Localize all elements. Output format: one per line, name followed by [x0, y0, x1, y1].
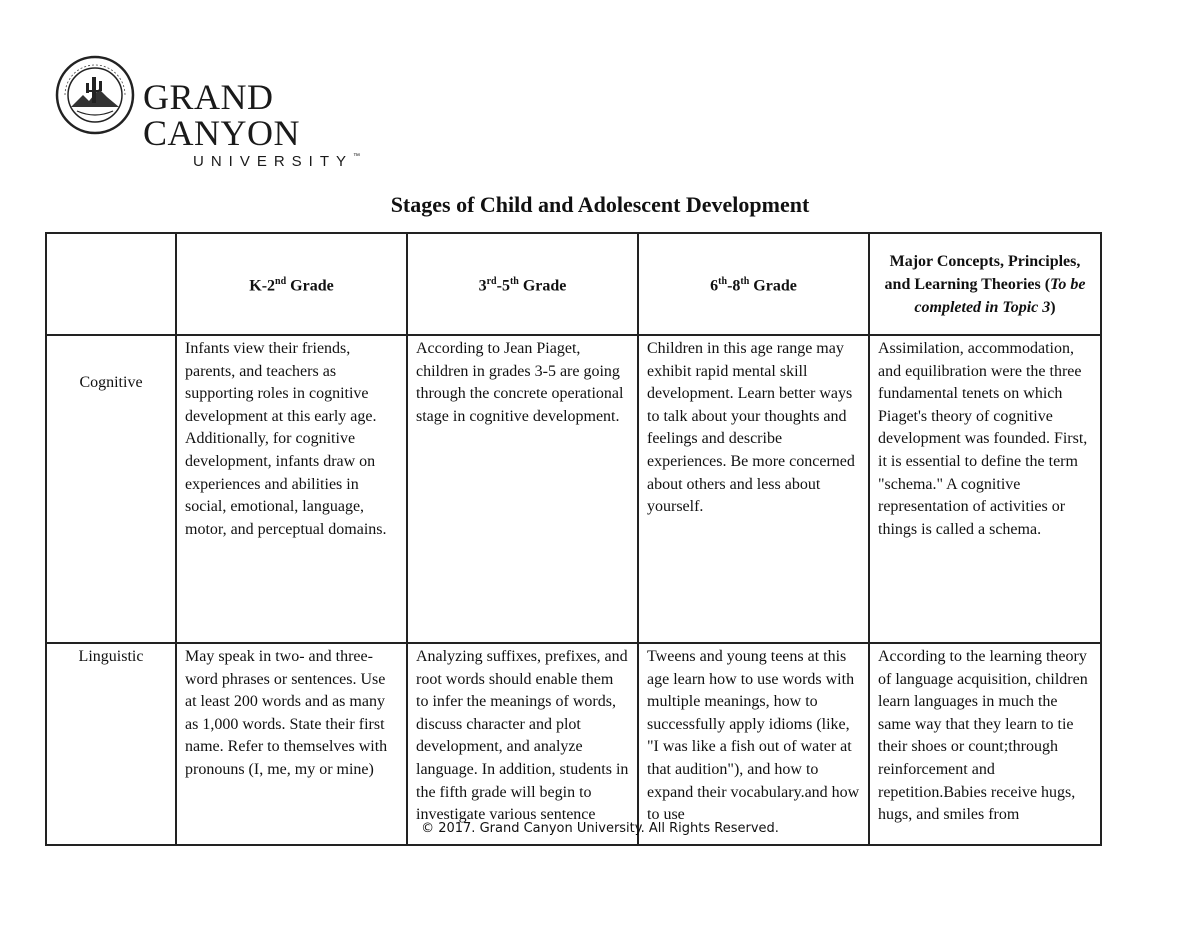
row-label-cognitive: Cognitive	[46, 335, 176, 643]
row-label-linguistic: Linguistic	[46, 643, 176, 845]
table-row-linguistic	[46, 643, 1101, 845]
table-cell: Analyzing suffixes, prefixes, and root words should enable them to infer the meanings of words, discuss character and plot development, and analyze language. In addition, students in the fifth grade will begin to investigate various sentence	[407, 643, 638, 845]
development-table	[45, 232, 1102, 846]
table-cell: Children in this age range may exhibit rapid mental skill development. Learn better ways to talk about your thoughts and feelings and describe experiences. Be more concerned about others and less about yourself.	[638, 335, 869, 643]
table-cell: Infants view their friends, parents, and teachers as supporting roles in cognitive development at this early age. Additionally, for cognitive development, infants draw on experiences and abilities in social, emotional, language, motor, and perceptual domains.	[176, 335, 407, 643]
header-major-concepts: Major Concepts, Principles, and Learning Theories (To be completed in Topic 3)	[869, 233, 1101, 335]
header-3-5: 3rd-5th Grade	[407, 233, 638, 335]
header-empty	[46, 233, 176, 335]
table-cell: Tweens and young teens at this age learn how to use words with multiple meanings, how to successfully apply idioms (like, "I was like a fish out of water at that audition"), and how to expand their vocabulary.and how to use	[638, 643, 869, 845]
university-seal-icon	[55, 55, 135, 135]
table-cell: May speak in two- and three-word phrases or sentences. Use at least 200 words and as many as 1,000 words. State their first name. Refer to themselves with pronouns (I, me, my or mine)	[176, 643, 407, 845]
table-cell: Assimilation, accommodation, and equilibration were the three fundamental tenets on which Piaget's theory of cognitive development was founded. First, it is essential to define the term "schema." A cognitive representation of activities or things is called a schema.	[869, 335, 1101, 643]
page-title: Stages of Child and Adolescent Development	[390, 192, 810, 217]
wordmark-sub: UNIVERSITY™	[193, 153, 361, 170]
header-6-8: 6th-8th Grade	[638, 233, 869, 335]
copyright-footer: © 2017. Grand Canyon University. All Rights Reserved.	[421, 821, 779, 836]
university-logo	[55, 55, 435, 170]
wordmark	[143, 79, 435, 170]
table-cell: According to the learning theory of language acquisition, children learn languages in much the same way that they learn to tie their shoes or count;through reinforcement and repetition.Babies receive hugs, hugs, and smiles from	[869, 643, 1101, 845]
wordmark-name: GRAND CANYON	[143, 77, 301, 153]
header-row	[46, 233, 1101, 335]
table-cell: According to Jean Piaget, children in grades 3-5 are going through the concrete operational stage in cognitive development.	[407, 335, 638, 643]
table-row-cognitive	[46, 335, 1101, 643]
header-k2: K-2nd Grade	[176, 233, 407, 335]
